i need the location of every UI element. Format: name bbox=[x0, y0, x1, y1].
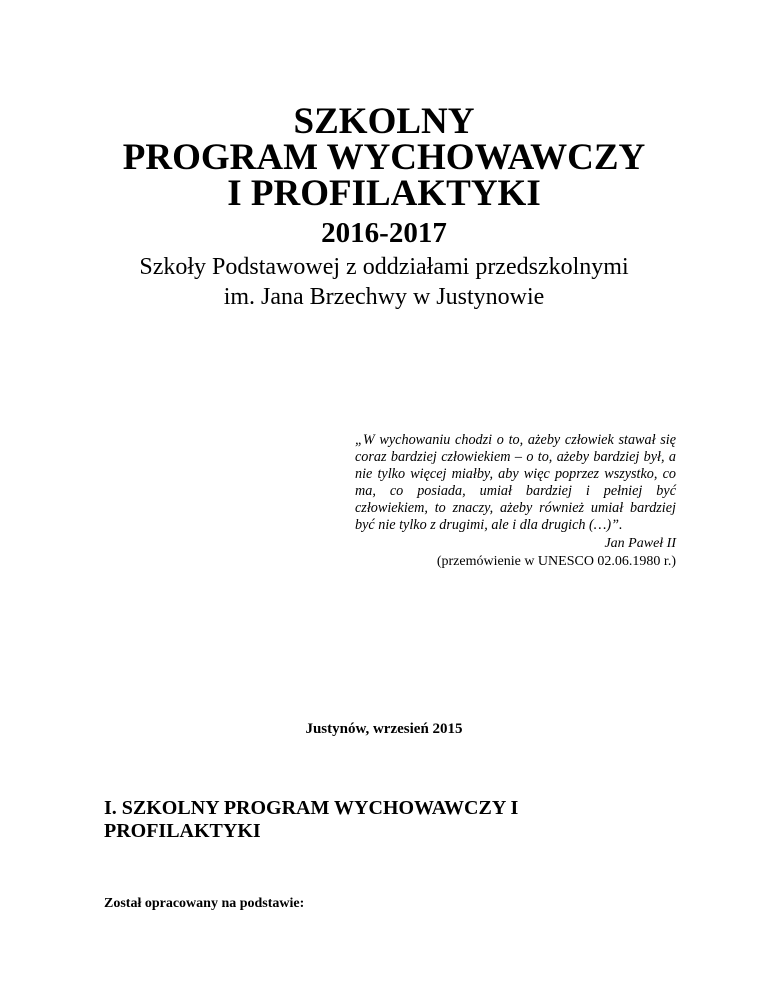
quote-source: (przemówienie w UNESCO 02.06.1980 r.) bbox=[436, 554, 676, 569]
place-and-date: Justynów, wrzesień 2015 bbox=[305, 721, 463, 737]
basis-label: Został opracowany na podstawie: bbox=[104, 896, 305, 911]
school-name-line-2: im. Jana Brzechwy w Justynowie bbox=[223, 284, 545, 310]
school-year: 2016-2017 bbox=[321, 217, 447, 249]
school-name-line-1: Szkoły Podstawowej z oddziałami przedszkolnymi bbox=[139, 254, 629, 280]
section-heading: I. SZKOLNY PROGRAM WYCHOWAWCZY I PROFILAKTYKI bbox=[104, 797, 519, 842]
title-line-1: SZKOLNY bbox=[293, 101, 475, 142]
motto-quote: „W wychowaniu chodzi o to, ażeby człowiek stawał się coraz bardziej człowiekiem – o to, ażeby bardziej był, a nie tylko więcej miałby, aby więc poprzez wszystko, co ma, co posiada, umiał bardziej i pełniej być człowiekiem, to znaczy, ażeby również umiał bardziej być nie tylko z drugimi, ale i dla drugich (…)”. bbox=[355, 432, 676, 533]
title-line-2: PROGRAM WYCHOWAWCZY bbox=[122, 137, 646, 178]
title-block bbox=[0, 101, 768, 312]
quote-author: Jan Paweł II bbox=[604, 536, 676, 551]
title-line-3: I PROFILAKTYKI bbox=[227, 173, 541, 214]
